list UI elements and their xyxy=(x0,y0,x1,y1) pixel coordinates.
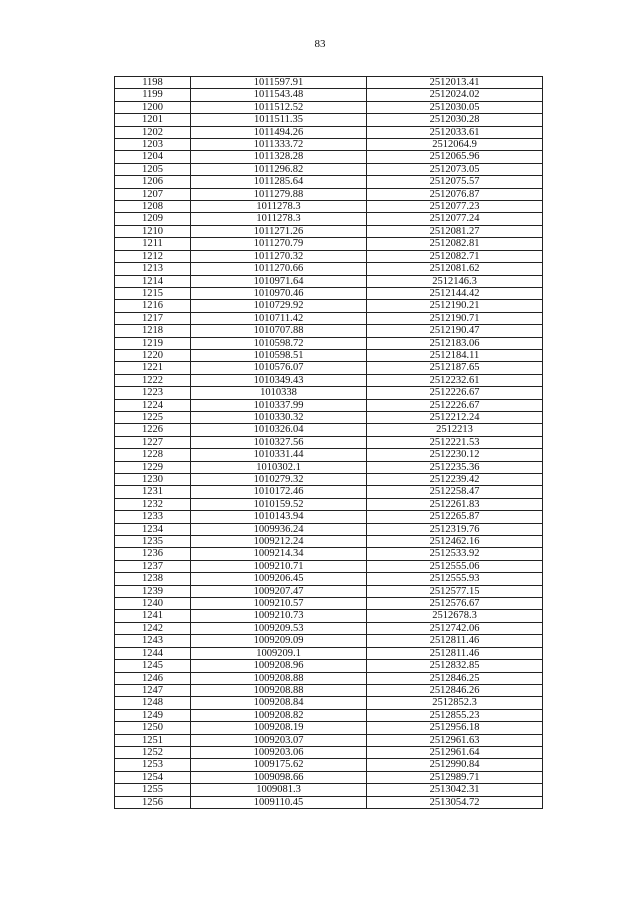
point-number-cell: 1250 xyxy=(115,722,191,734)
point-number-cell: 1211 xyxy=(115,238,191,250)
point-number-cell: 1234 xyxy=(115,523,191,535)
table-row xyxy=(115,77,543,89)
table-row xyxy=(115,225,543,237)
x-coordinate-cell: 1011270.32 xyxy=(191,250,367,262)
y-coordinate-cell: 2512081.27 xyxy=(367,225,543,237)
y-coordinate-cell: 2512678.3 xyxy=(367,610,543,622)
y-coordinate-cell: 2512076.87 xyxy=(367,188,543,200)
y-coordinate-cell: 2512212.24 xyxy=(367,411,543,423)
y-coordinate-cell: 2512555.06 xyxy=(367,560,543,572)
x-coordinate-cell: 1010159.52 xyxy=(191,498,367,510)
point-number-cell: 1253 xyxy=(115,759,191,771)
point-number-cell: 1224 xyxy=(115,399,191,411)
table-row xyxy=(115,449,543,461)
x-coordinate-cell: 1009209.09 xyxy=(191,635,367,647)
y-coordinate-cell: 2512855.23 xyxy=(367,709,543,721)
coordinate-table xyxy=(114,76,543,809)
y-coordinate-cell: 2512030.05 xyxy=(367,101,543,113)
page-number: 83 xyxy=(314,38,326,50)
x-coordinate-cell: 1009208.88 xyxy=(191,672,367,684)
point-number-cell: 1246 xyxy=(115,672,191,684)
point-number-cell: 1231 xyxy=(115,486,191,498)
point-number-cell: 1226 xyxy=(115,424,191,436)
table-row xyxy=(115,635,543,647)
table-row xyxy=(115,139,543,151)
x-coordinate-cell: 1009175.62 xyxy=(191,759,367,771)
y-coordinate-cell: 2512024.02 xyxy=(367,89,543,101)
x-coordinate-cell: 1010711.42 xyxy=(191,312,367,324)
y-coordinate-cell: 2512146.3 xyxy=(367,275,543,287)
x-coordinate-cell: 1009208.96 xyxy=(191,660,367,672)
table-row xyxy=(115,486,543,498)
y-coordinate-cell: 2512811.46 xyxy=(367,647,543,659)
table-row xyxy=(115,474,543,486)
x-coordinate-cell: 1011543.48 xyxy=(191,89,367,101)
point-number-cell: 1217 xyxy=(115,312,191,324)
y-coordinate-cell: 2512230.12 xyxy=(367,449,543,461)
point-number-cell: 1218 xyxy=(115,325,191,337)
point-number-cell: 1228 xyxy=(115,449,191,461)
x-coordinate-cell: 1009208.84 xyxy=(191,697,367,709)
y-coordinate-cell: 2512213 xyxy=(367,424,543,436)
y-coordinate-cell: 2512232.61 xyxy=(367,374,543,386)
x-coordinate-cell: 1010349.43 xyxy=(191,374,367,386)
point-number-cell: 1207 xyxy=(115,188,191,200)
point-number-cell: 1242 xyxy=(115,622,191,634)
x-coordinate-cell: 1011270.79 xyxy=(191,238,367,250)
point-number-cell: 1232 xyxy=(115,498,191,510)
table-row xyxy=(115,622,543,634)
x-coordinate-cell: 1010971.64 xyxy=(191,275,367,287)
table-row xyxy=(115,275,543,287)
point-number-cell: 1214 xyxy=(115,275,191,287)
table-row xyxy=(115,746,543,758)
y-coordinate-cell: 2512065.96 xyxy=(367,151,543,163)
point-number-cell: 1256 xyxy=(115,796,191,808)
x-coordinate-cell: 1010330.32 xyxy=(191,411,367,423)
x-coordinate-cell: 1009203.06 xyxy=(191,746,367,758)
x-coordinate-cell: 1011270.66 xyxy=(191,263,367,275)
y-coordinate-cell: 2512235.36 xyxy=(367,461,543,473)
table-row xyxy=(115,722,543,734)
table-row xyxy=(115,411,543,423)
y-coordinate-cell: 2512846.25 xyxy=(367,672,543,684)
y-coordinate-cell: 2512075.57 xyxy=(367,176,543,188)
table-row xyxy=(115,424,543,436)
x-coordinate-cell: 1009210.73 xyxy=(191,610,367,622)
x-coordinate-cell: 1011511.35 xyxy=(191,114,367,126)
y-coordinate-cell: 2512989.71 xyxy=(367,771,543,783)
x-coordinate-cell: 1010143.94 xyxy=(191,511,367,523)
x-coordinate-cell: 1009081.3 xyxy=(191,784,367,796)
y-coordinate-cell: 2512190.47 xyxy=(367,325,543,337)
y-coordinate-cell: 2512961.64 xyxy=(367,746,543,758)
point-number-cell: 1238 xyxy=(115,573,191,585)
table-row xyxy=(115,337,543,349)
point-number-cell: 1216 xyxy=(115,300,191,312)
point-number-cell: 1210 xyxy=(115,225,191,237)
table-row xyxy=(115,796,543,808)
y-coordinate-cell: 2512221.53 xyxy=(367,436,543,448)
table-row xyxy=(115,126,543,138)
table-row xyxy=(115,610,543,622)
y-coordinate-cell: 2512082.71 xyxy=(367,250,543,262)
table-row xyxy=(115,325,543,337)
table-row xyxy=(115,436,543,448)
x-coordinate-cell: 1009209.53 xyxy=(191,622,367,634)
table-row xyxy=(115,238,543,250)
y-coordinate-cell: 2512082.81 xyxy=(367,238,543,250)
y-coordinate-cell: 2512533.92 xyxy=(367,548,543,560)
point-number-cell: 1221 xyxy=(115,362,191,374)
x-coordinate-cell: 1011285.64 xyxy=(191,176,367,188)
table-row xyxy=(115,697,543,709)
x-coordinate-cell: 1009214.34 xyxy=(191,548,367,560)
x-coordinate-cell: 1010302.1 xyxy=(191,461,367,473)
x-coordinate-cell: 1009207.47 xyxy=(191,585,367,597)
point-number-cell: 1247 xyxy=(115,684,191,696)
x-coordinate-cell: 1010707.88 xyxy=(191,325,367,337)
table-row xyxy=(115,250,543,262)
y-coordinate-cell: 2512555.93 xyxy=(367,573,543,585)
x-coordinate-cell: 1010279.32 xyxy=(191,474,367,486)
x-coordinate-cell: 1009209.1 xyxy=(191,647,367,659)
point-number-cell: 1239 xyxy=(115,585,191,597)
x-coordinate-cell: 1010598.51 xyxy=(191,349,367,361)
table-row xyxy=(115,201,543,213)
x-coordinate-cell: 1011278.3 xyxy=(191,201,367,213)
x-coordinate-cell: 1011296.82 xyxy=(191,163,367,175)
table-row xyxy=(115,784,543,796)
y-coordinate-cell: 2512077.23 xyxy=(367,201,543,213)
x-coordinate-cell: 1009210.71 xyxy=(191,560,367,572)
point-number-cell: 1204 xyxy=(115,151,191,163)
x-coordinate-cell: 1010172.46 xyxy=(191,486,367,498)
y-coordinate-cell: 2512013.41 xyxy=(367,77,543,89)
table-row xyxy=(115,263,543,275)
point-number-cell: 1225 xyxy=(115,411,191,423)
table-row xyxy=(115,89,543,101)
y-coordinate-cell: 2512184.11 xyxy=(367,349,543,361)
point-number-cell: 1212 xyxy=(115,250,191,262)
point-number-cell: 1245 xyxy=(115,660,191,672)
table-row xyxy=(115,176,543,188)
y-coordinate-cell: 2512852.3 xyxy=(367,697,543,709)
table-row xyxy=(115,151,543,163)
y-coordinate-cell: 2513054.72 xyxy=(367,796,543,808)
x-coordinate-cell: 1010326.04 xyxy=(191,424,367,436)
x-coordinate-cell: 1011271.26 xyxy=(191,225,367,237)
x-coordinate-cell: 1010337.99 xyxy=(191,399,367,411)
table-row xyxy=(115,188,543,200)
y-coordinate-cell: 2512742.06 xyxy=(367,622,543,634)
point-number-cell: 1244 xyxy=(115,647,191,659)
table-row xyxy=(115,734,543,746)
point-number-cell: 1235 xyxy=(115,536,191,548)
point-number-cell: 1241 xyxy=(115,610,191,622)
y-coordinate-cell: 2512033.61 xyxy=(367,126,543,138)
table-row xyxy=(115,548,543,560)
table-row xyxy=(115,349,543,361)
y-coordinate-cell: 2512226.67 xyxy=(367,399,543,411)
point-number-cell: 1222 xyxy=(115,374,191,386)
point-number-cell: 1202 xyxy=(115,126,191,138)
y-coordinate-cell: 2512073.05 xyxy=(367,163,543,175)
table-row xyxy=(115,287,543,299)
y-coordinate-cell: 2512846.26 xyxy=(367,684,543,696)
point-number-cell: 1203 xyxy=(115,139,191,151)
point-number-cell: 1249 xyxy=(115,709,191,721)
x-coordinate-cell: 1010327.56 xyxy=(191,436,367,448)
table-row xyxy=(115,684,543,696)
y-coordinate-cell: 2512190.71 xyxy=(367,312,543,324)
y-coordinate-cell: 2512258.47 xyxy=(367,486,543,498)
table-row xyxy=(115,362,543,374)
x-coordinate-cell: 1011494.26 xyxy=(191,126,367,138)
point-number-cell: 1248 xyxy=(115,697,191,709)
table-row xyxy=(115,312,543,324)
x-coordinate-cell: 1009208.88 xyxy=(191,684,367,696)
point-number-cell: 1198 xyxy=(115,77,191,89)
point-number-cell: 1233 xyxy=(115,511,191,523)
x-coordinate-cell: 1009208.82 xyxy=(191,709,367,721)
table-row xyxy=(115,560,543,572)
y-coordinate-cell: 2512462.16 xyxy=(367,536,543,548)
y-coordinate-cell: 2512190.21 xyxy=(367,300,543,312)
point-number-cell: 1205 xyxy=(115,163,191,175)
table-row xyxy=(115,163,543,175)
table-row xyxy=(115,647,543,659)
table-row xyxy=(115,573,543,585)
table-row xyxy=(115,461,543,473)
point-number-cell: 1255 xyxy=(115,784,191,796)
y-coordinate-cell: 2512956.18 xyxy=(367,722,543,734)
point-number-cell: 1237 xyxy=(115,560,191,572)
table-row xyxy=(115,498,543,510)
y-coordinate-cell: 2512239.42 xyxy=(367,474,543,486)
y-coordinate-cell: 2512961.63 xyxy=(367,734,543,746)
x-coordinate-cell: 1011597.91 xyxy=(191,77,367,89)
x-coordinate-cell: 1009110.45 xyxy=(191,796,367,808)
coordinate-table-body xyxy=(115,77,543,809)
y-coordinate-cell: 2512265.87 xyxy=(367,511,543,523)
x-coordinate-cell: 1009203.07 xyxy=(191,734,367,746)
point-number-cell: 1201 xyxy=(115,114,191,126)
table-row xyxy=(115,374,543,386)
table-row xyxy=(115,511,543,523)
x-coordinate-cell: 1009208.19 xyxy=(191,722,367,734)
y-coordinate-cell: 2512081.62 xyxy=(367,263,543,275)
y-coordinate-cell: 2512832.85 xyxy=(367,660,543,672)
y-coordinate-cell: 2512077.24 xyxy=(367,213,543,225)
table-row xyxy=(115,536,543,548)
point-number-cell: 1223 xyxy=(115,387,191,399)
y-coordinate-cell: 2513042.31 xyxy=(367,784,543,796)
y-coordinate-cell: 2512261.83 xyxy=(367,498,543,510)
x-coordinate-cell: 1011512.52 xyxy=(191,101,367,113)
table-row xyxy=(115,598,543,610)
x-coordinate-cell: 1011333.72 xyxy=(191,139,367,151)
point-number-cell: 1227 xyxy=(115,436,191,448)
point-number-cell: 1219 xyxy=(115,337,191,349)
table-row xyxy=(115,399,543,411)
table-row xyxy=(115,114,543,126)
x-coordinate-cell: 1010331.44 xyxy=(191,449,367,461)
x-coordinate-cell: 1009098.66 xyxy=(191,771,367,783)
y-coordinate-cell: 2512576.67 xyxy=(367,598,543,610)
x-coordinate-cell: 1009210.57 xyxy=(191,598,367,610)
x-coordinate-cell: 1011328.28 xyxy=(191,151,367,163)
point-number-cell: 1230 xyxy=(115,474,191,486)
x-coordinate-cell: 1011279.88 xyxy=(191,188,367,200)
point-number-cell: 1213 xyxy=(115,263,191,275)
point-number-cell: 1229 xyxy=(115,461,191,473)
point-number-cell: 1208 xyxy=(115,201,191,213)
table-row xyxy=(115,300,543,312)
point-number-cell: 1252 xyxy=(115,746,191,758)
y-coordinate-cell: 2512577.15 xyxy=(367,585,543,597)
y-coordinate-cell: 2512319.76 xyxy=(367,523,543,535)
table-row xyxy=(115,213,543,225)
table-row xyxy=(115,709,543,721)
y-coordinate-cell: 2512030.28 xyxy=(367,114,543,126)
point-number-cell: 1240 xyxy=(115,598,191,610)
table-row xyxy=(115,101,543,113)
table-row xyxy=(115,387,543,399)
point-number-cell: 1206 xyxy=(115,176,191,188)
point-number-cell: 1199 xyxy=(115,89,191,101)
point-number-cell: 1209 xyxy=(115,213,191,225)
x-coordinate-cell: 1011278.3 xyxy=(191,213,367,225)
table-row xyxy=(115,523,543,535)
point-number-cell: 1220 xyxy=(115,349,191,361)
x-coordinate-cell: 1010970.46 xyxy=(191,287,367,299)
x-coordinate-cell: 1009936.24 xyxy=(191,523,367,535)
x-coordinate-cell: 1010729.92 xyxy=(191,300,367,312)
y-coordinate-cell: 2512187.65 xyxy=(367,362,543,374)
y-coordinate-cell: 2512990.84 xyxy=(367,759,543,771)
x-coordinate-cell: 1010598.72 xyxy=(191,337,367,349)
point-number-cell: 1215 xyxy=(115,287,191,299)
point-number-cell: 1251 xyxy=(115,734,191,746)
x-coordinate-cell: 1009206.45 xyxy=(191,573,367,585)
point-number-cell: 1236 xyxy=(115,548,191,560)
y-coordinate-cell: 2512064.9 xyxy=(367,139,543,151)
y-coordinate-cell: 2512226.67 xyxy=(367,387,543,399)
table-row xyxy=(115,585,543,597)
y-coordinate-cell: 2512183.06 xyxy=(367,337,543,349)
table-row xyxy=(115,660,543,672)
y-coordinate-cell: 2512811.46 xyxy=(367,635,543,647)
table-row xyxy=(115,771,543,783)
y-coordinate-cell: 2512144.42 xyxy=(367,287,543,299)
x-coordinate-cell: 1010338 xyxy=(191,387,367,399)
point-number-cell: 1254 xyxy=(115,771,191,783)
table-row xyxy=(115,672,543,684)
table-row xyxy=(115,759,543,771)
x-coordinate-cell: 1009212.24 xyxy=(191,536,367,548)
point-number-cell: 1200 xyxy=(115,101,191,113)
point-number-cell: 1243 xyxy=(115,635,191,647)
x-coordinate-cell: 1010576.07 xyxy=(191,362,367,374)
